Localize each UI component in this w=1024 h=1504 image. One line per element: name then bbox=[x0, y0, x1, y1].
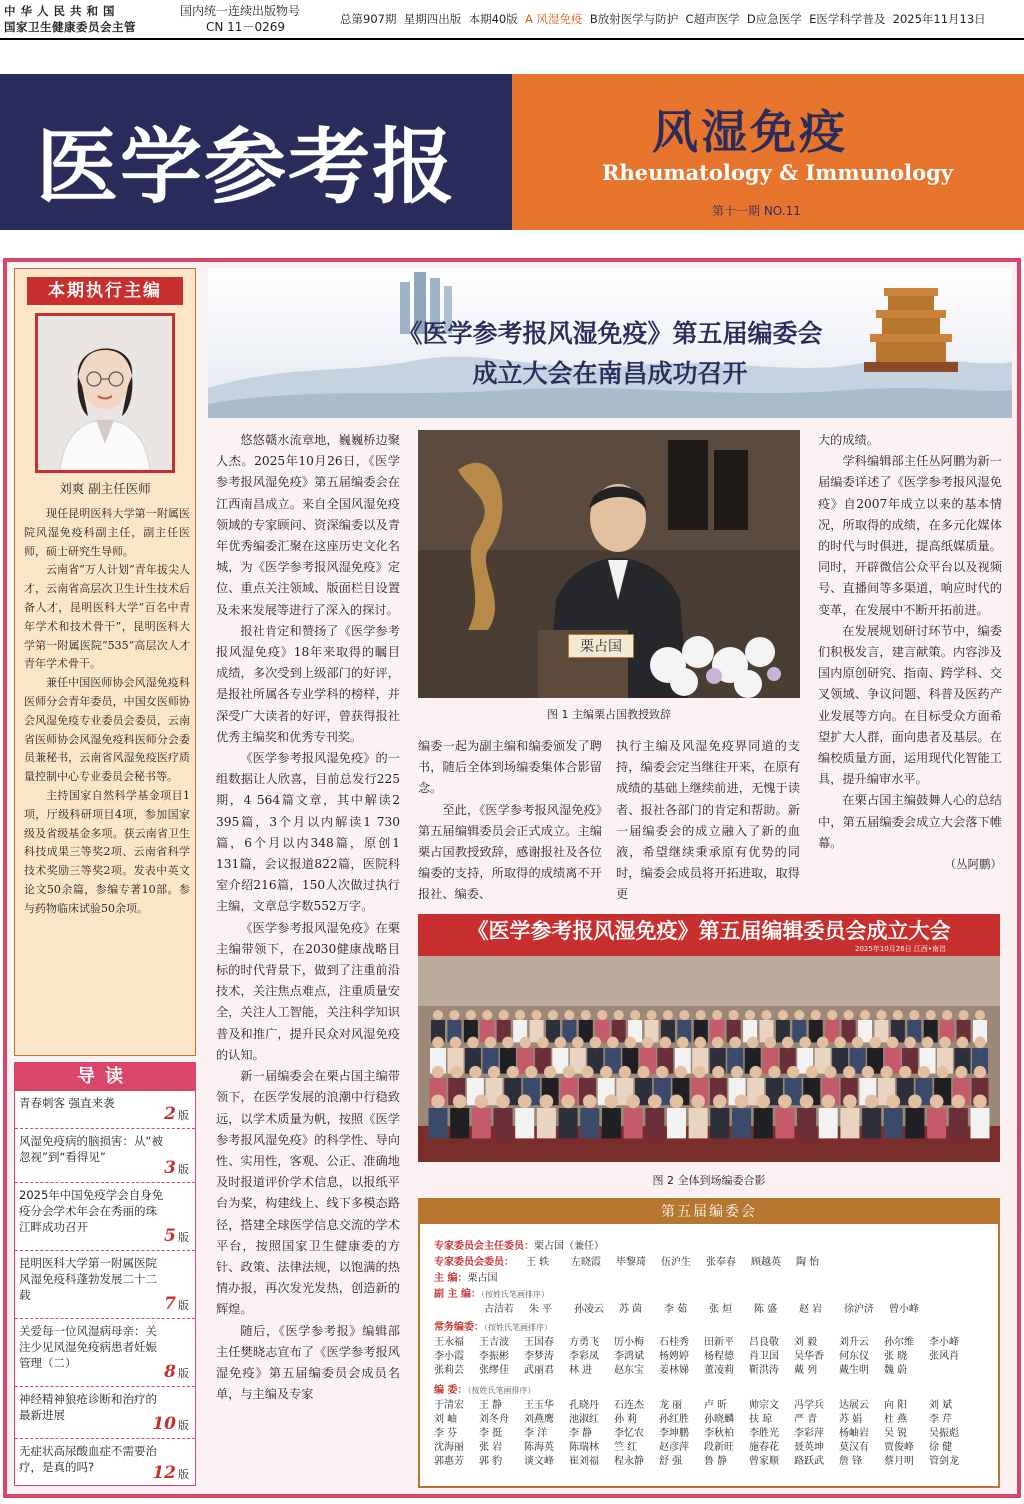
masthead-right bbox=[512, 74, 1024, 230]
sort-note: （按姓氏笔画排序） bbox=[480, 1290, 549, 1299]
standing-editor: 刘 毅 bbox=[794, 1337, 818, 1348]
board-editor: 鲁 静 bbox=[704, 1456, 728, 1467]
board-editor: 扶 琼 bbox=[749, 1414, 773, 1425]
sort-note: （按姓氏笔画排序） bbox=[467, 1386, 536, 1395]
toc-page bbox=[164, 1364, 189, 1382]
article-column-4 bbox=[818, 430, 1002, 875]
headline-banner bbox=[208, 268, 1012, 418]
board-editor-row bbox=[434, 1455, 974, 1469]
standing-editor: 戴 列 bbox=[794, 1365, 818, 1376]
toc-title: 关爱每一位风湿病母亲：关注少见风湿免疫病患者妊娠管理（二） bbox=[19, 1324, 157, 1370]
article-paragraph: 至此，《医学参考报风湿免疫》第五届编辑委员会正式成立。主编栗占国教授致辞，感谢报社及各位编委的支持，所取得的成绩离不开报社、编委、 bbox=[418, 802, 602, 902]
supervisor-line-2: 国家卫生健康委员会主管 bbox=[4, 20, 136, 34]
board-editor: 帅宗文 bbox=[749, 1400, 779, 1411]
toc-item[interactable] bbox=[15, 1319, 195, 1387]
toc-page bbox=[164, 1296, 189, 1314]
board-editor: 吴 锐 bbox=[884, 1428, 908, 1439]
standing-editor: 李鸿斌 bbox=[614, 1351, 644, 1362]
toc-title: 神经精神狼疮诊断和治疗的最新进展 bbox=[19, 1392, 157, 1422]
standing-editor: 赵东宝 bbox=[614, 1365, 644, 1376]
board-editor: 达展云 bbox=[839, 1400, 869, 1411]
standing-editor: 田新平 bbox=[704, 1337, 734, 1348]
board-editor: 李 洋 bbox=[524, 1428, 548, 1439]
toc-item[interactable] bbox=[15, 1183, 195, 1251]
article-paragraph: 悠悠赣水流章地，巍巍桥边聚人杰。2025年10月26日，《医学参考报风湿免疫》第五届编委会在江西南昌成立。来自全国风湿免疫领域的专家顾问、资深编委以及青年优秀编委汇聚在这座历史文化名城，为《医学参考报风湿免疫》定位、重点关注领域、版面栏目设置及未来发展等进行了深入的探讨。 bbox=[216, 433, 400, 617]
article-paragraph: 学科编辑部主任丛阿鹏为新一届编委详述了《医学参考报风湿免疫》自2007年成立以来的基本情况，所取得的成绩，在多元化媒体的时代与时俱进，提高纸媒质量。同时，开辟微信公众平台以及视频号、直播间等多渠道，响应时代的变革，在发展中不断开拓前进。 bbox=[818, 454, 1002, 617]
standing-editor: 吕良敬 bbox=[749, 1337, 779, 1348]
section-name: 风湿免疫 bbox=[652, 105, 848, 159]
board-editor: 舒 强 bbox=[659, 1456, 683, 1467]
editor-bio-paragraph: 主持国家自然科学基金项目1项，厅级科研项目4项，参加国家级及省级基金多项。获云南省卫生科技成果三等奖2项、云南省科学技术奖励三等奖2项。发表中英文论文50余篇，参编专著10部。参与药物临床试验50余项。 bbox=[24, 788, 190, 915]
board-editor: 崔刘福 bbox=[569, 1456, 599, 1467]
toc-page-suffix: 版 bbox=[178, 1468, 189, 1481]
cn-number-block bbox=[180, 3, 300, 35]
guide-toc bbox=[14, 1062, 196, 1486]
speaker-photo bbox=[418, 430, 800, 698]
vice-editor: 赵 岩 bbox=[799, 1304, 823, 1315]
board-member: 陶 怡 bbox=[796, 1257, 820, 1268]
editor-bio-paragraph: 现任昆明医科大学第一附属医院风湿免疫科副主任，副主任医师，硕士研究生导师。 bbox=[24, 507, 190, 558]
board-editor: 孔晓丹 bbox=[569, 1400, 599, 1411]
toc-item[interactable] bbox=[15, 1387, 195, 1439]
board-editor: 贾俊峰 bbox=[884, 1442, 914, 1453]
paper-name: 医学参考报 bbox=[36, 119, 457, 215]
photo-1-caption: 图 1 主编栗占国教授致辞 bbox=[547, 708, 671, 721]
standing-editor: 何东仪 bbox=[839, 1351, 869, 1362]
board-editors-label: 编 委： bbox=[434, 1385, 468, 1396]
board-editor: 卢 昕 bbox=[704, 1400, 728, 1411]
vice-editor: 苏 茵 bbox=[619, 1304, 643, 1315]
toc-page-number: 5 bbox=[164, 1226, 176, 1246]
board-member: 毕黎琦 bbox=[616, 1257, 646, 1268]
board-editor: 李秋柏 bbox=[704, 1428, 734, 1439]
toc-page bbox=[164, 1160, 189, 1178]
board-editor: 王 静 bbox=[479, 1400, 503, 1411]
standing-editor: 魏 蔚 bbox=[884, 1365, 908, 1376]
toc-page-number: 3 bbox=[164, 1158, 176, 1178]
board-editor: 陈海英 bbox=[524, 1442, 554, 1453]
editorial-board bbox=[418, 1198, 1000, 1488]
editor-bio-paragraph: 兼任中国医师协会风湿免疫科医师分会青年委员，中国女医师协会风湿免疫专业委员会委员，云南省医师协会风湿免疫科医师分会委员兼秘书，云南省风湿免疫医疗质量控制中心专业委员会秘书等。 bbox=[24, 676, 190, 784]
standing-editor: 武丽君 bbox=[524, 1365, 554, 1376]
sort-note: （按姓氏笔画排序） bbox=[484, 1323, 552, 1332]
editor-portrait bbox=[35, 313, 175, 473]
article-paragraph: 在栗占国主编鼓舞人心的总结中，第五届编委会成立大会落下帷幕。 bbox=[818, 793, 1002, 850]
standing-editor: 姜林娣 bbox=[659, 1365, 689, 1376]
photo-2-caption: 图 2 全体到场编委合影 bbox=[652, 1174, 766, 1187]
standing-editor: 王永福 bbox=[434, 1337, 464, 1348]
toc-page-number: 12 bbox=[152, 1463, 176, 1483]
issue-meta bbox=[340, 11, 986, 27]
board-editor: 曾家顺 bbox=[749, 1456, 779, 1467]
board-vice-label-row bbox=[434, 1288, 549, 1302]
board-editor: 詹 锋 bbox=[839, 1456, 863, 1467]
toc-title: 青春刺客 强直来袭 bbox=[19, 1096, 115, 1110]
toc-page-suffix: 版 bbox=[178, 1231, 189, 1244]
vice-editor: 朱 平 bbox=[529, 1304, 553, 1315]
issue-number: 第十一期 NO.11 bbox=[712, 204, 801, 218]
board-editor: 李 芬 bbox=[434, 1428, 458, 1439]
standing-editor: 张 晓 bbox=[884, 1351, 908, 1362]
portrait-illustration bbox=[38, 316, 172, 470]
standing-editor: 方勇飞 bbox=[569, 1337, 599, 1348]
name-placard: 栗占国 bbox=[568, 634, 634, 658]
standing-editor: 孙尔维 bbox=[884, 1337, 914, 1348]
board-members-row bbox=[434, 1256, 841, 1270]
toc-page-number: 10 bbox=[152, 1414, 176, 1434]
board-vice-label: 副 主 编： bbox=[434, 1289, 481, 1300]
board-editor: 赵彦萍 bbox=[659, 1442, 689, 1453]
article-paragraph: 新一届编委会在栗占国主编带领下，在医学发展的浪潮中行稳致远，以学术质量为帆，按照《医学参考报风湿免疫》的科学性、导向性、实用性，客观、公正、准确地及时报道评价学术信息，以报纸平台为桨，构建线上、线下多模态路径，搭建全球医学信息交流的学术平台，按照国家卫生健康委的方针、政策、法律法规，以饱满的热情办报，再次发光发热，创造新的辉煌。 bbox=[216, 1069, 400, 1317]
board-standing-label-row bbox=[434, 1321, 552, 1335]
board-editor: 谈文峰 bbox=[524, 1456, 554, 1467]
toc-page-suffix: 版 bbox=[178, 1109, 189, 1122]
standing-editor: 林 进 bbox=[569, 1365, 593, 1376]
standing-editor: 王吉波 bbox=[479, 1337, 509, 1348]
toc-page-suffix: 版 bbox=[178, 1163, 189, 1176]
article-paragraph: 《医学参考报风湿免疫》在栗主编带领下，在2030健康战略目标的时代背景下，做到了注重前沿技术，关注焦点难点，注重质量安全，关注人工智能，关注科学知识普及和推广，提升民众对风湿免疫的认知。 bbox=[216, 920, 400, 1062]
group-photo-illustration bbox=[418, 956, 1000, 1162]
group-photo bbox=[418, 956, 1000, 1162]
article-paragraph: 在发展规划研讨环节中，编委们积极发言，建言献策。内容涉及国内原创研究、指南、跨学科、交叉领域、争议问题、科普及医药产业发展等方向。在目标受众方面希望扩大人群，面向患者及基层。在编校质量方面，运用现代化智能工具，提升编审水平。 bbox=[818, 623, 1002, 787]
toc-title: 无症状高尿酸血症不需要治疗，是真的吗? bbox=[19, 1444, 157, 1474]
board-editor: 聂英坤 bbox=[794, 1442, 824, 1453]
board-editor: 向 阳 bbox=[884, 1400, 908, 1411]
toc-page-suffix: 版 bbox=[178, 1299, 189, 1312]
group-photo-banner-title: 《医学参考报风湿免疫》第五届编辑委员会成立大会 bbox=[467, 919, 951, 943]
executive-editor-box bbox=[14, 268, 196, 1056]
standing-editor: 张风肖 bbox=[929, 1351, 959, 1362]
board-editor: 严 青 bbox=[794, 1414, 818, 1425]
masthead bbox=[0, 74, 1024, 230]
board-member: 伍沪生 bbox=[661, 1257, 691, 1268]
standing-editor: 李小峰 bbox=[929, 1337, 959, 1348]
supervisor-line-1: 中 华 人 民 共 和 国 bbox=[4, 4, 116, 18]
issue-meta-prefix: 总第907期 星期四出版 本期40版 bbox=[340, 12, 526, 26]
board-editor: 李忆农 bbox=[614, 1428, 644, 1439]
board-editor: 王玉华 bbox=[524, 1400, 554, 1411]
standing-editor: 肖卫国 bbox=[749, 1351, 779, 1362]
toc-page-suffix: 版 bbox=[178, 1419, 189, 1432]
standing-editor-row bbox=[434, 1350, 974, 1364]
standing-editor: 张缪佳 bbox=[479, 1365, 509, 1376]
toc-page bbox=[164, 1106, 189, 1124]
editor-bio bbox=[24, 505, 190, 919]
standing-editor: 李小霞 bbox=[434, 1351, 464, 1362]
standing-editor: 杨程德 bbox=[704, 1351, 734, 1362]
board-standing-label: 常务编委： bbox=[434, 1322, 484, 1333]
board-chair-row bbox=[434, 1240, 604, 1254]
board-editor: 徐 健 bbox=[929, 1442, 953, 1453]
standing-editor: 杨娉婷 bbox=[659, 1351, 689, 1362]
board-member: 顾越英 bbox=[751, 1257, 781, 1268]
group-photo-banner bbox=[418, 914, 1000, 956]
board-editor: 路跃武 bbox=[794, 1456, 824, 1467]
board-editor: 池淑红 bbox=[569, 1414, 599, 1425]
board-chair-name: 栗占国（兼任） bbox=[534, 1241, 604, 1252]
board-editor: 龙 丽 bbox=[659, 1400, 683, 1411]
board-editor: 李胜光 bbox=[749, 1428, 779, 1439]
vice-editor: 古洁若 bbox=[484, 1304, 514, 1315]
toc-item[interactable] bbox=[15, 1439, 195, 1487]
article-paragraph: 执行主编及风湿免疫界同道的支持，编委会定当继往开来，在原有成绩的基础上继续前进，无愧于读者、报社各部门的肯定和帮助。新一届编委会的成立融入了新的血液，希望继续秉承原有优势的同时，编委会成员将开拓进取，取得更 bbox=[616, 739, 800, 902]
board-editor: 刘冬舟 bbox=[479, 1414, 509, 1425]
board-editor: 孙红胜 bbox=[659, 1414, 689, 1425]
editor-bio-paragraph: 云南省“万人计划”青年拔尖人才，云南省高层次卫生计生技术后备人才，昆明医科大学“百名中青年学术和技术骨干”，昆明医科大学第一附属医院“535”高层次人才青年学术骨干。 bbox=[24, 563, 190, 671]
board-editor: 李 挺 bbox=[479, 1428, 503, 1439]
vice-editor: 陈 盛 bbox=[754, 1304, 778, 1315]
standing-editor-row bbox=[434, 1336, 974, 1350]
board-editor: 陈瑞林 bbox=[569, 1442, 599, 1453]
article-paragraph: 报社肯定和赞扬了《医学参考报风湿免疫》18年来取得的瞩目成绩，多次受到上级部门的好评，是报社所属各专业学科的榜样，并深受广大读者的好评，曾获得报社优秀主编奖和优秀专刊奖。 bbox=[216, 623, 400, 744]
board-editor: 管剑龙 bbox=[929, 1456, 959, 1467]
section-english-name: Rheumatology & Immunology bbox=[602, 160, 954, 185]
toc-item[interactable] bbox=[15, 1091, 195, 1129]
board-editor: 郭惠芳 bbox=[434, 1456, 464, 1467]
toc-page bbox=[152, 1416, 189, 1434]
article-column-1 bbox=[216, 430, 400, 1405]
toc-title: 2025年中国免疫学会自身免疫分会学术年会在秀丽的珠江畔成功召开 bbox=[19, 1188, 164, 1234]
standing-editor: 李梦涛 bbox=[524, 1351, 554, 1362]
board-members-label: 专家委员会委员： bbox=[434, 1257, 514, 1268]
board-editor: 李 芹 bbox=[929, 1414, 953, 1425]
standing-editor: 靳洪涛 bbox=[749, 1365, 779, 1376]
masthead-left bbox=[0, 74, 512, 230]
board-editor: 孙 莉 bbox=[614, 1414, 638, 1425]
board-editor: 刘 岫 bbox=[434, 1414, 458, 1425]
article-paragraph: 随后，《医学参考报》编辑部主任樊晓志宣布了《医学参考报风湿免疫》第五届编委员会成员名单，与主编及专家 bbox=[216, 1323, 400, 1402]
board-member: 张奉春 bbox=[706, 1257, 736, 1268]
article-paragraph: 大的成绩。 bbox=[818, 433, 879, 447]
toc-page bbox=[164, 1228, 189, 1246]
standing-editor: 石桂秀 bbox=[659, 1337, 689, 1348]
board-editor: 石连杰 bbox=[614, 1400, 644, 1411]
toc-title: 昆明医科大学第一附属医院风湿免疫科蓬勃发展二十二载 bbox=[19, 1256, 157, 1302]
board-editor: 杜 燕 bbox=[884, 1414, 908, 1425]
standing-editor-row bbox=[434, 1364, 974, 1378]
board-editor: 孙晓麟 bbox=[704, 1414, 734, 1425]
headline-line-2: 成立大会在南昌成功召开 bbox=[472, 359, 748, 388]
editor-caption: 刘爽 副主任医师 bbox=[59, 481, 151, 496]
standing-editor: 戴生明 bbox=[839, 1365, 869, 1376]
vice-editor: 孙凌云 bbox=[574, 1304, 604, 1315]
board-editor: 蔡月明 bbox=[884, 1456, 914, 1467]
board-editor: 李坤鹏 bbox=[659, 1428, 689, 1439]
toc-page-number: 7 bbox=[164, 1294, 176, 1314]
board-editor-row bbox=[434, 1441, 974, 1455]
headline-line-1: 《医学参考报风湿免疫》第五届编委会 bbox=[397, 319, 823, 348]
board-member: 左晓霞 bbox=[571, 1257, 601, 1268]
toc-page-suffix: 版 bbox=[178, 1367, 189, 1380]
board-editor-row bbox=[434, 1413, 974, 1427]
issue-meta-rest: B放射医学与防护 C超声医学 D应急医学 E医学科学普及 2025年11月13日 bbox=[582, 12, 986, 26]
vice-editor: 曾小峰 bbox=[889, 1304, 919, 1315]
board-editor-row bbox=[434, 1427, 974, 1441]
board-editor: 吴振彪 bbox=[929, 1428, 959, 1439]
toc-page-number: 8 bbox=[164, 1362, 176, 1382]
standing-editor: 刘升云 bbox=[839, 1337, 869, 1348]
board-editor: 刘 斌 bbox=[929, 1400, 953, 1411]
cn-line-2: CN 11－0269 bbox=[206, 20, 285, 34]
cn-line-1: 国内统一连续出版物号 bbox=[180, 4, 301, 18]
vice-editor: 李 茹 bbox=[664, 1304, 688, 1315]
board-member: 王 轶 bbox=[526, 1257, 550, 1268]
supervisor-block bbox=[4, 3, 136, 35]
board-editor: 刘燕鹰 bbox=[524, 1414, 554, 1425]
board-editor: 施春花 bbox=[749, 1442, 779, 1453]
standing-editor: 吴华香 bbox=[794, 1351, 824, 1362]
board-editor: 莫汉有 bbox=[839, 1442, 869, 1453]
board-heading: 第五届编委会 bbox=[420, 1200, 998, 1224]
vice-editor: 张 烜 bbox=[709, 1304, 733, 1315]
board-chief-row bbox=[434, 1272, 497, 1286]
current-section: A 风湿免疫 bbox=[525, 12, 583, 26]
board-editor: 杨岫岩 bbox=[839, 1428, 869, 1439]
toc-page-number: 2 bbox=[164, 1104, 176, 1124]
board-editor: 冯学兵 bbox=[794, 1400, 824, 1411]
board-editor: 于清宏 bbox=[434, 1400, 464, 1411]
guide-heading: 导读 bbox=[15, 1063, 195, 1091]
board-chief-label: 主 编： bbox=[434, 1273, 468, 1284]
board-editors-label-row bbox=[434, 1384, 535, 1398]
board-vice-row bbox=[484, 1303, 934, 1317]
article-paragraph: 《医学参考报风湿免疫》的一组数据让人欣喜，目前总发行225期，4 564篇文章，其中解读2 395篇，3个月以内解读1 730篇，6个月以内348篇，原创1 131篇，会议报道822篇，医院科室介绍216篇，150人次做过执行主编，文章总字数552万字。 bbox=[216, 751, 400, 914]
board-editor: 段新旺 bbox=[704, 1442, 734, 1453]
toc-title: 风湿免疫病的脑损害：从“被忽视”到“看得见” bbox=[19, 1134, 163, 1164]
board-editor: 张 岩 bbox=[479, 1442, 503, 1453]
standing-editor: 李彩凤 bbox=[569, 1351, 599, 1362]
board-chair-label: 专家委员会主任委员： bbox=[434, 1241, 534, 1252]
standing-editor: 董凌莉 bbox=[704, 1365, 734, 1376]
standing-editor: 李振彬 bbox=[479, 1351, 509, 1362]
board-editor: 程永静 bbox=[614, 1456, 644, 1467]
board-editor: 沈海丽 bbox=[434, 1442, 464, 1453]
standing-editor: 厉小梅 bbox=[614, 1337, 644, 1348]
article-column-2 bbox=[418, 736, 602, 906]
article-paragraph: 编委一起为副主编和编委颁发了聘书，随后全体到场编委集体合影留念。 bbox=[418, 739, 602, 796]
standing-editor: 王国春 bbox=[524, 1337, 554, 1348]
group-photo-banner-date: 2025年10月26日 江西•南昌 bbox=[855, 945, 946, 953]
board-editor: 竺 红 bbox=[614, 1442, 638, 1453]
standing-editor: 张莉芸 bbox=[434, 1365, 464, 1376]
article-signature: （丛阿鹏） bbox=[944, 857, 1002, 872]
toc-page bbox=[152, 1465, 189, 1483]
editor-heading: 本期执行主编 bbox=[27, 277, 183, 305]
board-editor-row bbox=[434, 1399, 974, 1413]
toc-item[interactable] bbox=[15, 1251, 195, 1319]
board-editor: 李彩萍 bbox=[794, 1428, 824, 1439]
board-editor: 苏 娟 bbox=[839, 1414, 863, 1425]
toc-item[interactable] bbox=[15, 1129, 195, 1183]
top-info-bar bbox=[0, 0, 1024, 40]
board-chief-name: 栗占国 bbox=[467, 1273, 498, 1284]
board-editor: 李 静 bbox=[569, 1428, 593, 1439]
board-editor: 郭 豹 bbox=[479, 1456, 503, 1467]
article-column-3 bbox=[616, 736, 800, 906]
vice-editor: 徐沪济 bbox=[844, 1304, 874, 1315]
